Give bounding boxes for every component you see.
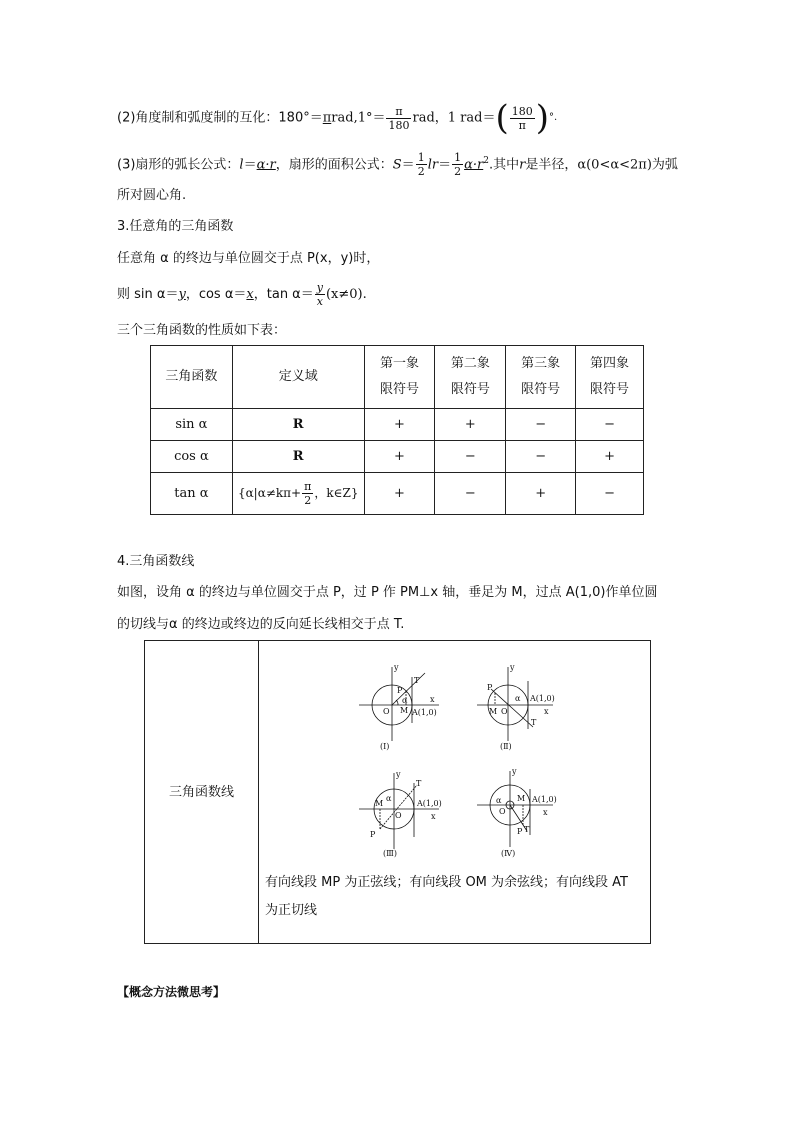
svg-text:x: x [431,812,436,821]
desc-line-1: 有向线段 MP 为正弦线；有向线段 OM 为余弦线；有向线段 AT [265,875,628,890]
table-row [151,409,644,441]
figure-1-labels [380,663,437,751]
pi-value: π [322,110,332,126]
q3-cell: − [506,441,576,473]
svg-text:A(1,0): A(1,0) [412,708,437,717]
r-var: r [519,157,526,173]
trig-lines-box [144,640,651,944]
q1-cell: + [364,409,435,441]
fn-cell: cos α [151,441,233,473]
svg-text:y: y [396,770,401,779]
domain-cell: R [232,409,364,441]
domain-cell [232,473,364,515]
rad-text-2: rad，1 rad＝ [412,110,496,126]
lr: lr [427,157,439,173]
half-frac [416,151,427,178]
frac-den: π [518,118,526,132]
svg-text:(Ⅲ): (Ⅲ) [383,849,397,858]
sup-2: 2 [483,156,489,166]
unit-circle-figures [259,641,649,869]
sin-def: 则 sin α＝ [117,287,179,302]
svg-text:y: y [512,767,517,776]
figure-2-labels [487,663,555,751]
S-var: S [392,157,402,173]
eq: ＝ [401,157,415,173]
svg-text:(Ⅰ): (Ⅰ) [380,742,390,751]
table-row [151,473,644,515]
header-fn: 三角函数 [151,346,233,409]
table-row [151,441,644,473]
sector-line-3: 所对圆心角. [117,188,187,203]
svg-text:T: T [414,676,420,685]
desc-line-2: 为正切线 [265,903,318,918]
svg-text:α: α [515,694,521,703]
trig-lines-description [265,869,628,925]
header-q3: 第三象 限符号 [506,346,576,409]
q3-cell: + [506,473,576,515]
frac-num: 1 [417,151,425,165]
svg-text:M: M [375,799,384,808]
q1-cell: + [364,473,435,515]
svg-text:x: x [430,695,435,704]
svg-text:O: O [383,707,390,716]
svg-text:x: x [543,808,548,817]
frac-den: 180 [388,118,410,132]
figure-2 [477,667,553,741]
domain-prefix: {α|α≠kπ+ [237,486,302,500]
svg-text:(Ⅱ): (Ⅱ) [500,742,512,751]
frac-num: 180 [511,104,533,118]
trig-definition-line [117,280,367,310]
svg-text:P: P [397,686,403,695]
svg-text:T: T [524,825,530,834]
trig-lines-label: 三角函数线 [168,785,234,800]
header-domain: 定义域 [232,346,364,409]
trig-sign-table [150,345,644,515]
sector-mid: ，扇形的面积公式： [275,157,393,173]
figure-4 [477,771,553,847]
header-q2: 第二象 限符号 [435,346,506,409]
q4-cell: − [576,409,644,441]
fn-cell: tan α [151,473,233,515]
paren-left: ( [495,98,509,138]
q4-cell: − [576,473,644,515]
figure-4-labels [496,767,557,858]
paren-right: ) [535,98,549,138]
concept-heading: 【概念方法微思考】 [117,985,226,999]
header-q4: 第四象 限符号 [576,346,644,409]
rad-text: rad,1°＝ [331,110,386,126]
conversion-line [117,98,558,138]
svg-text:M: M [400,706,409,715]
definition-line: 任意角 α 的终边与单位圆交于点 P(x，y)时， [117,251,380,266]
alpha-r2: α·r [464,157,484,173]
q1-cell: + [364,441,435,473]
trig-line-desc-2: 的切线与α 的终边或终边的反向延长线相交于点 T. [117,617,405,632]
svg-text:P: P [517,827,523,836]
svg-text:P: P [487,683,493,692]
alpha-range: α(0<α<2π)为弧 [577,157,678,173]
svg-text:M: M [517,794,526,803]
conversion-prefix: (2)角度制和弧度制的互化：180°＝ [117,110,323,126]
svg-text:O: O [501,707,508,716]
eq: ＝ [438,157,452,173]
frac-num: π [386,105,411,119]
domain-suffix: ，k∈Z} [314,486,359,500]
pi-over-180 [386,105,411,132]
q3-cell: − [506,409,576,441]
svg-text:α: α [386,794,392,803]
heading-3: 3.任意角的三角函数 [117,219,234,234]
180-over-pi [510,105,535,132]
svg-text:T: T [531,718,537,727]
tan-def: ，tan α＝ [253,287,314,302]
frac-num: y [316,281,323,294]
pi-over-2 [302,480,313,507]
svg-text:α: α [402,696,408,705]
frac-den: 2 [417,165,425,179]
half-frac-2 [452,151,463,178]
frac-num: π [304,480,312,493]
degree-mark: °. [549,112,558,123]
heading-4: 4.三角函数线 [117,554,195,569]
eq: ＝ [243,157,257,173]
svg-text:x: x [544,707,549,716]
svg-text:A(1,0): A(1,0) [532,795,557,804]
x-val: x [246,287,254,302]
svg-text:T: T [416,779,422,788]
cos-def: ，cos α＝ [185,287,247,302]
svg-text:(Ⅳ): (Ⅳ) [501,849,516,858]
tan-cond: (x≠0). [325,287,367,302]
q2-cell: − [435,441,506,473]
svg-text:A(1,0): A(1,0) [417,799,442,808]
svg-text:O: O [499,807,506,816]
header-q1: 第一象 限符号 [364,346,435,409]
y-over-x [315,281,325,308]
q4-cell: + [576,441,644,473]
svg-text:y: y [510,663,515,672]
l-var: l [239,157,244,173]
frac-num: 1 [454,151,462,165]
sector-tail: .其中 [488,157,520,173]
figure-1 [359,667,439,741]
svg-text:α: α [496,796,502,805]
frac-den: 2 [304,494,312,507]
svg-text:A(1,0): A(1,0) [530,694,555,703]
q2-cell: + [435,409,506,441]
table-intro: 三个三角函数的性质如下表： [117,323,287,338]
alpha-r: α·r [256,157,276,173]
svg-text:O: O [395,811,402,820]
q2-cell: − [435,473,506,515]
fn-cell: sin α [151,409,233,441]
table-header-row [151,346,644,409]
trig-line-desc-1: 如图，设角 α 的终边与单位圆交于点 P，过 P 作 PM⊥x 轴，垂足为 M，过点 A(1,0)作单位圆 [117,585,658,600]
sector-formula-line [117,146,678,180]
svg-text:M: M [489,707,498,716]
figure-3-labels [370,770,442,858]
frac-den: 2 [454,165,462,179]
sector-prefix: (3)扇形的弧长公式： [117,157,240,173]
svg-text:y: y [394,663,399,672]
sector-tail-2: 是半径， [525,157,578,173]
domain-cell: R [232,441,364,473]
y-val: y [178,287,186,302]
svg-text:P: P [370,830,376,839]
frac-den: x [316,295,323,308]
